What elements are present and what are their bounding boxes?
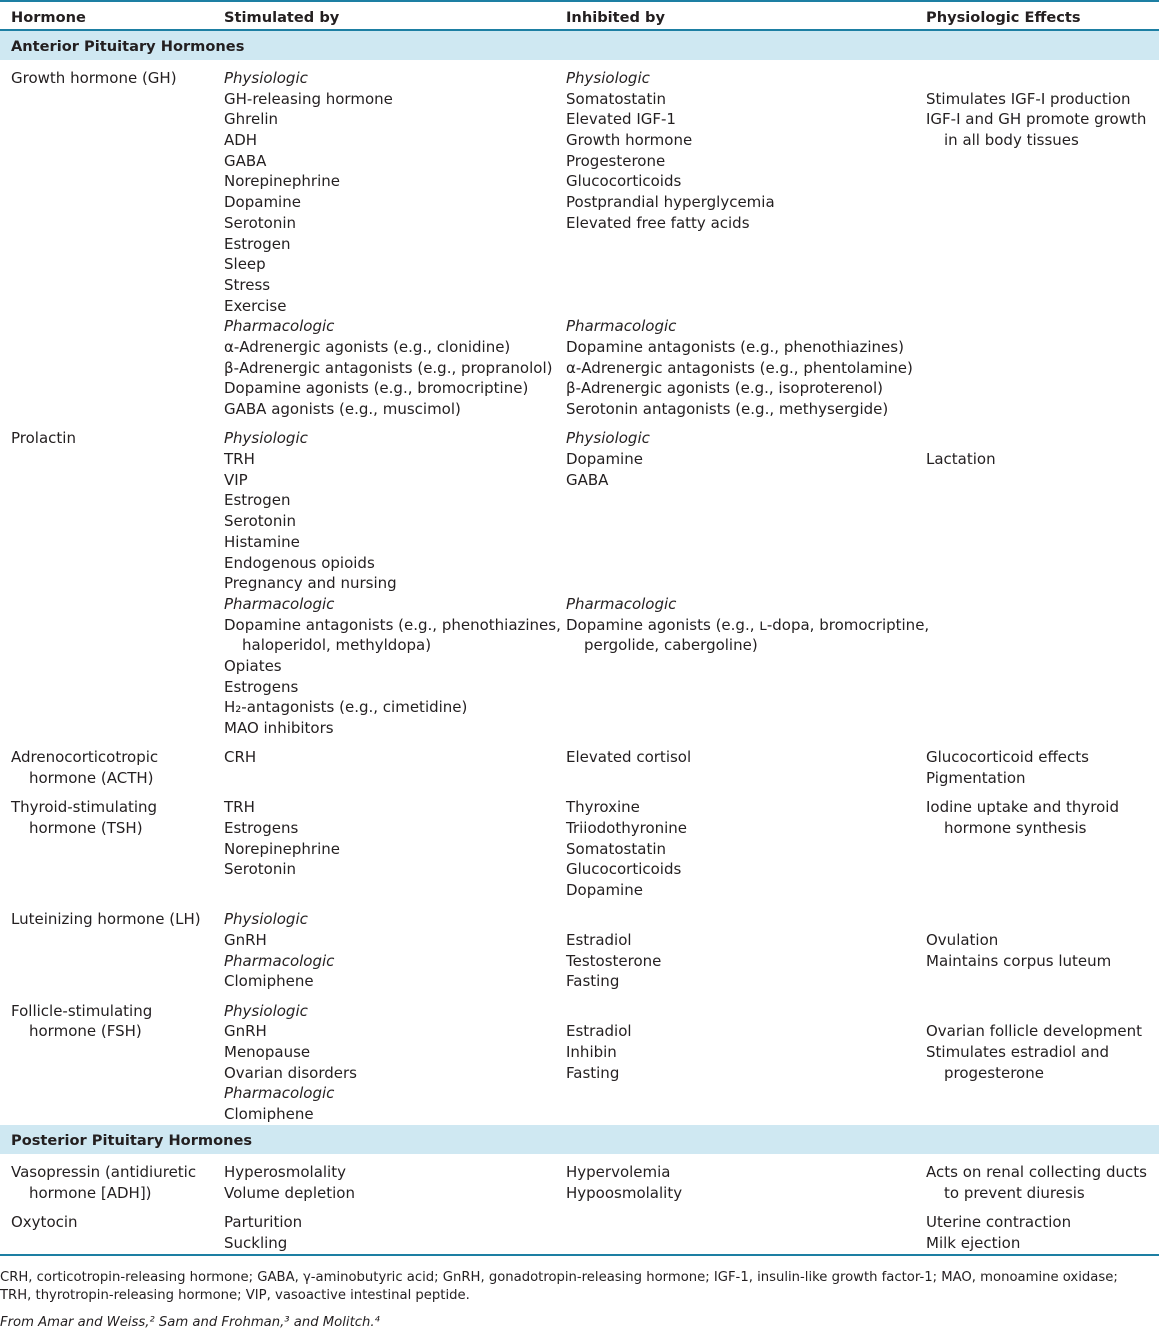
cell-text: Clomiphene xyxy=(224,972,314,991)
cell-text: Estrogens xyxy=(224,677,299,696)
table-row xyxy=(0,60,1159,420)
subheading-text: Pharmacologic xyxy=(224,951,335,970)
hormone-cell xyxy=(11,68,177,89)
cell-text: Serotonin antagonists (e.g., methysergide) xyxy=(566,400,889,418)
cell-text: Estrogen xyxy=(224,234,291,253)
cell-text: Clomiphene xyxy=(224,1105,314,1124)
table-header xyxy=(0,0,1159,31)
cell-text: Dopamine agonists (e.g., bromocriptine) xyxy=(224,379,529,398)
subheading-text: Physiologic xyxy=(566,69,650,87)
cell-text: Postprandial hyperglycemia xyxy=(566,193,775,212)
effects-cell xyxy=(926,1001,1142,1084)
cell-text: α-Adrenergic antagonists (e.g., phentolamine) xyxy=(566,358,913,377)
cell-text: Sleep xyxy=(224,255,266,274)
cell-text: Dopamine xyxy=(224,193,301,212)
cell-text: hormone synthesis xyxy=(944,818,1087,837)
cell-text: haloperidol, methyldopa) xyxy=(242,636,432,655)
cell-text: Oxytocin xyxy=(11,1213,78,1232)
subheading-text: Pharmacologic xyxy=(566,317,677,336)
cell-text: Hyperosmolality xyxy=(224,1163,346,1182)
header-physiologic-effects: Physiologic Effects xyxy=(926,9,1081,26)
cell-text: Ovulation xyxy=(926,930,999,949)
cell-text: Serotonin xyxy=(224,860,297,879)
stimulated-by-cell xyxy=(224,747,256,768)
cell-text: Follicle-stimulating xyxy=(11,1001,153,1020)
cell-text: Elevated cortisol xyxy=(566,748,692,767)
cell-text: Glucocorticoid effects xyxy=(926,748,1089,767)
subheading-text: Pharmacologic xyxy=(224,1084,335,1103)
cell-text: Ghrelin xyxy=(224,110,279,129)
effects-cell xyxy=(926,68,1146,151)
cell-text: GH-releasing hormone xyxy=(224,89,393,108)
cell-text: β-Adrenergic antagonists (e.g., propranolol) xyxy=(224,358,553,377)
cell-text: Dopamine antagonists (e.g., phenothiazines) xyxy=(566,337,904,356)
cell-text: CRH xyxy=(224,748,257,767)
cell-text: Serotonin xyxy=(224,213,297,232)
stimulated-by-cell xyxy=(224,909,334,992)
cell-text: ADH xyxy=(224,131,258,150)
cell-text: Prolactin xyxy=(11,429,76,448)
cell-text: Dopamine agonists (e.g., ʟ-dopa, bromocriptine, xyxy=(566,615,930,634)
effects-cell xyxy=(926,747,1089,788)
hormone-cell xyxy=(11,1162,196,1203)
cell-text: Endogenous opioids xyxy=(224,553,375,572)
spacer-line xyxy=(566,234,913,255)
cell-text: Growth hormone (GH) xyxy=(11,69,177,87)
subheading-text: Pharmacologic xyxy=(566,594,677,613)
subheading-text: Physiologic xyxy=(224,1001,308,1020)
table-row xyxy=(0,1204,1159,1254)
subheading-text: Pharmacologic xyxy=(224,594,335,613)
cell-text: progesterone xyxy=(944,1063,1044,1082)
cell-text: Testosterone xyxy=(566,951,662,970)
cell-text: Glucocorticoids xyxy=(566,860,682,879)
spacer-line xyxy=(566,511,929,532)
table-row xyxy=(0,901,1159,992)
cell-text: GABA xyxy=(566,470,609,489)
spacer-line xyxy=(566,1001,632,1022)
stimulated-by-cell xyxy=(224,1001,357,1125)
cell-text: Serotonin xyxy=(224,512,297,531)
inhibited-by-cell xyxy=(566,68,913,420)
table-row xyxy=(0,993,1159,1126)
effects-cell xyxy=(926,797,1119,838)
section-title: Anterior Pituitary Hormones xyxy=(11,38,245,55)
cell-text: Adrenocorticotropic xyxy=(11,748,159,767)
spacer-line xyxy=(566,573,929,594)
cell-text: β-Adrenergic agonists (e.g., isoproterenol) xyxy=(566,379,884,398)
cell-text: Dopamine xyxy=(566,450,643,469)
effects-cell xyxy=(926,1162,1147,1203)
hormone-cell xyxy=(11,797,157,838)
cell-text: TRH xyxy=(224,450,255,469)
cell-text: Acts on renal collecting ducts xyxy=(926,1163,1147,1182)
effects-cell xyxy=(926,909,1111,971)
source-citation: From Amar and Weiss,² Sam and Frohman,³ and Molitch.⁴ xyxy=(0,1315,380,1330)
subheading-text: Pharmacologic xyxy=(224,317,335,336)
inhibited-by-cell xyxy=(566,1001,632,1084)
cell-text: Histamine xyxy=(224,532,300,551)
cell-text: Progesterone xyxy=(566,151,666,170)
subheading-text: Physiologic xyxy=(224,910,308,929)
section-title: Posterior Pituitary Hormones xyxy=(11,1132,253,1150)
spacer-line xyxy=(566,254,913,275)
cell-text: Somatostatin xyxy=(566,89,667,108)
cell-text: Pigmentation xyxy=(926,769,1026,788)
inhibited-by-cell xyxy=(566,909,661,992)
abbreviations-line-1: CRH, corticotropin-releasing hormone; GABA, γ-aminobutyric acid; GnRH, gonadotropin-releasing hormone; IGF-1, insulin-like growth factor-1; MAO, monoamine oxidase; xyxy=(0,1270,1118,1285)
spacer-line xyxy=(566,553,929,574)
cell-text: Opiates xyxy=(224,656,282,675)
cell-text: Ovarian follicle development xyxy=(926,1022,1142,1041)
cell-text: pergolide, cabergoline) xyxy=(584,636,758,655)
cell-text: hormone [ADH]) xyxy=(29,1183,152,1202)
spacer-line xyxy=(566,532,929,553)
spacer-line xyxy=(926,68,1146,89)
cell-text: Norepinephrine xyxy=(224,172,340,191)
table-bottom-rule xyxy=(0,1254,1159,1256)
cell-text: Ovarian disorders xyxy=(224,1063,357,1082)
cell-text: Somatostatin xyxy=(566,839,667,858)
cell-text: Vasopressin (antidiuretic xyxy=(11,1163,197,1182)
spacer-line xyxy=(566,296,913,317)
cell-text: IGF-I and GH promote growth xyxy=(926,110,1147,129)
cell-text: to prevent diuresis xyxy=(944,1183,1085,1202)
table-footnote xyxy=(0,1269,1159,1332)
cell-text: VIP xyxy=(224,470,248,489)
cell-text: hormone (FSH) xyxy=(29,1022,142,1041)
cell-text: Inhibin xyxy=(566,1042,617,1061)
hormone-cell xyxy=(11,1212,78,1233)
spacer-line xyxy=(566,909,661,930)
spacer-line xyxy=(926,428,996,449)
cell-text: Hypervolemia xyxy=(566,1163,671,1182)
subheading-text: Physiologic xyxy=(224,69,308,87)
inhibited-by-cell xyxy=(566,1162,682,1203)
cell-text: Estradiol xyxy=(566,1022,632,1041)
spacer-line xyxy=(926,1001,1142,1022)
cell-text: Fasting xyxy=(566,1063,620,1082)
abbreviations-line-2: TRH, thyrotropin-releasing hormone; VIP, vasoactive intestinal peptide. xyxy=(0,1288,470,1303)
cell-text: GABA agonists (e.g., muscimol) xyxy=(224,400,461,418)
hormone-cell xyxy=(11,747,158,788)
cell-text: Stimulates estradiol and xyxy=(926,1042,1110,1061)
cell-text: Stimulates IGF-I production xyxy=(926,89,1131,108)
cell-text: TRH xyxy=(224,798,255,817)
cell-text: Estrogens xyxy=(224,818,299,837)
cell-text: Suckling xyxy=(224,1233,288,1252)
cell-text: Menopause xyxy=(224,1042,311,1061)
cell-text: Pregnancy and nursing xyxy=(224,574,397,593)
cell-text: Dopamine antagonists (e.g., phenothiazines, xyxy=(224,615,561,634)
header-inhibited-by: Inhibited by xyxy=(566,9,666,26)
cell-text: Parturition xyxy=(224,1213,303,1232)
hormone-cell xyxy=(11,428,76,449)
abbreviations-note xyxy=(0,1269,1159,1305)
hormone-cell xyxy=(11,1001,152,1042)
spacer-line xyxy=(926,909,1111,930)
cell-text: Elevated IGF-1 xyxy=(566,110,676,129)
cell-text: Growth hormone xyxy=(566,131,693,150)
stimulated-by-cell xyxy=(224,797,340,880)
cell-text: hormone (ACTH) xyxy=(29,769,154,788)
cell-text: Triiodothyronine xyxy=(566,818,688,837)
cell-text: hormone (TSH) xyxy=(29,818,143,837)
subheading-text: Physiologic xyxy=(566,429,650,448)
cell-text: H₂-antagonists (e.g., cimetidine) xyxy=(224,698,468,717)
cell-text: Milk ejection xyxy=(926,1233,1021,1252)
stimulated-by-cell xyxy=(224,68,552,420)
cell-text: MAO inhibitors xyxy=(224,719,334,738)
cell-text: Hypoosmolality xyxy=(566,1183,683,1202)
cell-text: GnRH xyxy=(224,1022,267,1041)
table-row xyxy=(0,789,1159,901)
hormone-cell xyxy=(11,909,201,930)
section-header xyxy=(0,31,1159,60)
inhibited-by-cell xyxy=(566,747,691,768)
cell-text: Elevated free fatty acids xyxy=(566,213,750,232)
cell-text: Thyroid-stimulating xyxy=(11,798,158,817)
cell-text: Glucocorticoids xyxy=(566,172,682,191)
cell-text: Thyroxine xyxy=(566,798,640,817)
stimulated-by-cell xyxy=(224,428,561,738)
cell-text: α-Adrenergic agonists (e.g., clonidine) xyxy=(224,337,511,356)
subheading-text: Physiologic xyxy=(224,429,308,448)
cell-text: Stress xyxy=(224,275,271,294)
cell-text: Estradiol xyxy=(566,930,632,949)
inhibited-by-cell xyxy=(566,428,929,656)
cell-text: Uterine contraction xyxy=(926,1213,1072,1232)
stimulated-by-cell xyxy=(224,1162,355,1203)
cell-text: Dopamine xyxy=(566,881,643,900)
inhibited-by-cell xyxy=(566,797,687,900)
table-row xyxy=(0,739,1159,789)
cell-text: Estrogen xyxy=(224,491,291,510)
effects-cell xyxy=(926,428,996,469)
table-body xyxy=(0,31,1159,1254)
cell-text: in all body tissues xyxy=(944,131,1079,150)
table-row xyxy=(0,420,1159,739)
cell-text: Norepinephrine xyxy=(224,839,340,858)
cell-text: Lactation xyxy=(926,450,996,469)
cell-text: GABA xyxy=(224,151,267,170)
cell-text: Volume depletion xyxy=(224,1183,355,1202)
spacer-line xyxy=(566,275,913,296)
effects-cell xyxy=(926,1212,1071,1253)
table-row xyxy=(0,1154,1159,1204)
header-hormone: Hormone xyxy=(11,9,86,26)
cell-text: Luteinizing hormone (LH) xyxy=(11,910,201,929)
header-stimulated-by: Stimulated by xyxy=(224,9,340,26)
stimulated-by-cell xyxy=(224,1212,302,1253)
section-header xyxy=(0,1125,1159,1154)
cell-text: Fasting xyxy=(566,972,620,991)
cell-text: Iodine uptake and thyroid xyxy=(926,798,1120,817)
cell-text: Maintains corpus luteum xyxy=(926,951,1112,970)
cell-text: GnRH xyxy=(224,930,267,949)
cell-text: Exercise xyxy=(224,296,287,315)
spacer-line xyxy=(566,490,929,511)
